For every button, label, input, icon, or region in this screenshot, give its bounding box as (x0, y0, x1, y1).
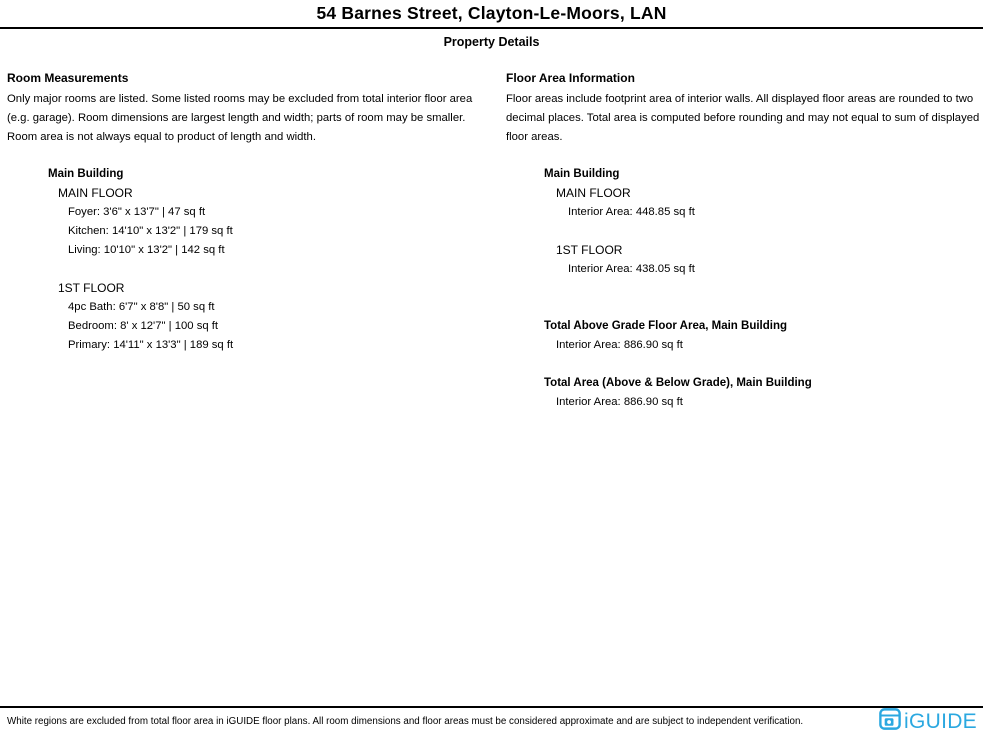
floor-name: 1ST FLOOR (556, 243, 623, 257)
page-footer (0, 706, 983, 733)
header-divider (0, 27, 983, 29)
footer-disclaimer: White regions are excluded from total floor area in iGUIDE floor plans. All room dimensions and floor areas must be considered approximate and are subject to independent verification. (7, 715, 804, 727)
page-subtitle: Property Details (443, 35, 540, 49)
description-line: (e.g. garage). Room dimensions are largest length and width; parts of room may be smaller. (7, 112, 466, 124)
iguide-camera-icon (879, 708, 901, 733)
room-measurement: 4pc Bath: 6'7" x 8'8" | 50 sq ft (68, 301, 215, 313)
total-above-below-grade-block (506, 374, 983, 412)
floor-area-block-1st-floor (506, 241, 983, 279)
interior-area-value: Interior Area: 886.90 sq ft (556, 339, 683, 351)
building-name: Main Building (48, 168, 124, 180)
interior-area-value: Interior Area: 886.90 sq ft (556, 396, 683, 408)
total-label: Total Area (Above & Below Grade), Main Building (544, 377, 812, 389)
description-line: Only major rooms are listed. Some listed rooms may be excluded from total interior floor area (7, 93, 473, 105)
floor-area-building (506, 165, 983, 412)
room-measurement: Living: 10'10" x 13'2" | 142 sq ft (68, 244, 225, 256)
iguide-logo (879, 708, 977, 733)
room-measurement: Foyer: 3'6" x 13'7" | 47 sq ft (68, 206, 206, 218)
description-line: Room area is not always equal to product of length and width. (7, 131, 316, 143)
description-line: decimal places. Total area is computed before rounding and may not equal to sum of displayed (506, 112, 980, 124)
iguide-logo-text: iGUIDE (904, 710, 977, 733)
room-measurements-heading: Room Measurements (7, 71, 129, 85)
description-line: floor areas. (506, 131, 563, 143)
room-measurement: Kitchen: 14'10" x 13'2" | 179 sq ft (68, 225, 233, 237)
room-measurements-description (7, 90, 489, 147)
floor-area-block-main-floor (506, 184, 983, 222)
floor-area-heading: Floor Area Information (506, 71, 635, 85)
building-name: Main Building (544, 168, 620, 180)
total-label: Total Above Grade Floor Area, Main Building (544, 320, 788, 332)
floor-area-description (506, 90, 983, 147)
room-measurements-section (7, 71, 489, 355)
description-line: Floor areas include footprint area of interior walls. All displayed floor areas are rounded to two (506, 93, 974, 105)
total-above-grade-block (506, 317, 983, 355)
room-measurement: Bedroom: 8' x 12'7" | 100 sq ft (68, 320, 219, 332)
room-measurements-building (7, 165, 489, 355)
floor-name: 1ST FLOOR (58, 281, 125, 295)
floor-block-1st-floor (7, 279, 489, 355)
floor-block-main-floor (7, 184, 489, 260)
interior-area-value: Interior Area: 448.85 sq ft (568, 206, 695, 218)
room-measurement: Primary: 14'11" x 13'3" | 189 sq ft (68, 339, 234, 351)
floor-name: MAIN FLOOR (556, 186, 631, 200)
floor-name: MAIN FLOOR (58, 186, 133, 200)
interior-area-value: Interior Area: 438.05 sq ft (568, 263, 695, 275)
floor-area-section (506, 71, 983, 412)
page-header (0, 0, 983, 49)
page-title: 54 Barnes Street, Clayton-Le-Moors, LAN (316, 3, 667, 23)
